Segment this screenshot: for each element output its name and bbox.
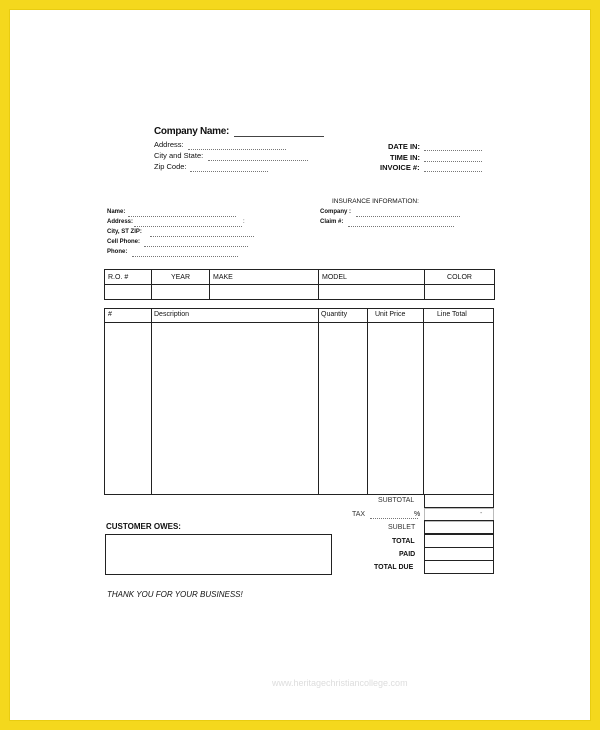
- company-name-label: Company Name:: [154, 126, 230, 137]
- items-col-divider: [318, 309, 319, 494]
- items-header-line-total: Line Total: [437, 311, 467, 318]
- items-header-unit-price: Unit Price: [375, 311, 406, 318]
- items-header-description: Description: [154, 311, 190, 318]
- total-field[interactable]: [424, 534, 494, 548]
- company-address-line: [188, 149, 286, 150]
- vehicle-cell-ro[interactable]: [105, 285, 152, 300]
- items-header-number: #: [108, 311, 112, 318]
- sublet-field[interactable]: [424, 520, 494, 534]
- customer-cell-line: [144, 246, 248, 247]
- subtotal-label: SUBTOTAL: [378, 497, 415, 504]
- date-in-line: [424, 150, 482, 151]
- vehicle-table: [104, 269, 495, 300]
- vehicle-header-ro: R.O. #: [105, 270, 152, 285]
- items-header-quantity: Quantity: [321, 311, 348, 318]
- vehicle-header-model: MODEL: [319, 270, 425, 285]
- company-name-line: [234, 136, 324, 137]
- tax-dash: -: [480, 510, 483, 517]
- items-col-divider: [367, 309, 368, 494]
- vehicle-header-year: YEAR: [152, 270, 210, 285]
- invoice-page: [10, 10, 590, 720]
- date-in-label: DATE IN:: [388, 142, 420, 151]
- customer-city-line: [150, 236, 254, 237]
- customer-city-label: City, ST ZIP:: [107, 229, 142, 235]
- customer-address-colon: :: [243, 219, 245, 225]
- vehicle-cell-color[interactable]: [425, 285, 495, 300]
- insurance-heading: INSURANCE INFORMATION:: [332, 198, 419, 205]
- paid-label: PAID: [399, 551, 416, 558]
- vehicle-table-row: [105, 285, 495, 300]
- company-city-state-line: [208, 160, 308, 161]
- total-label: TOTAL: [392, 538, 415, 545]
- customer-name-line: [128, 216, 236, 217]
- tax-label: TAX: [352, 511, 366, 518]
- insurance-company-label: Company :: [320, 209, 352, 215]
- total-due-label: TOTAL DUE: [374, 564, 414, 571]
- claim-line: [348, 226, 454, 227]
- claim-label: Claim #:: [320, 219, 344, 225]
- items-table: [104, 308, 494, 495]
- sublet-label: SUBLET: [388, 524, 416, 531]
- customer-address-line: [134, 226, 242, 227]
- company-zip-line: [190, 171, 268, 172]
- vehicle-cell-make[interactable]: [210, 285, 319, 300]
- vehicle-cell-year[interactable]: [152, 285, 210, 300]
- invoice-number-line: [424, 171, 482, 172]
- customer-owes-label: CUSTOMER OWES:: [106, 522, 181, 531]
- company-address-label: Address:: [154, 140, 184, 149]
- vehicle-header-color: COLOR: [425, 270, 495, 285]
- vehicle-header-make: MAKE: [210, 270, 319, 285]
- company-zip-label: Zip Code:: [154, 162, 187, 171]
- customer-cell-label: Cell Phone:: [107, 239, 141, 245]
- paid-field[interactable]: [424, 547, 494, 561]
- customer-name-label: Name:: [107, 209, 126, 215]
- watermark-text: www.heritagechristiancollege.com: [272, 678, 408, 688]
- vehicle-cell-model[interactable]: [319, 285, 425, 300]
- time-in-label: TIME IN:: [390, 153, 420, 162]
- customer-address-label: Address:: [107, 219, 134, 225]
- items-col-divider: [151, 309, 152, 494]
- tax-rate-line: [370, 518, 418, 519]
- thank-you-text: THANK YOU FOR YOUR BUSINESS!: [107, 590, 243, 599]
- time-in-line: [424, 161, 482, 162]
- items-col-divider: [423, 309, 424, 494]
- customer-phone-line: [132, 256, 238, 257]
- customer-owes-box[interactable]: [105, 534, 332, 575]
- invoice-number-label: INVOICE #:: [380, 163, 420, 172]
- total-due-field[interactable]: [424, 560, 494, 574]
- insurance-company-line: [356, 216, 460, 217]
- vehicle-table-header: [105, 270, 495, 285]
- company-city-state-label: City and State:: [154, 151, 204, 160]
- tax-percent-sign: %: [414, 511, 421, 518]
- subtotal-field[interactable]: [424, 494, 494, 508]
- customer-phone-label: Phone:: [107, 249, 128, 255]
